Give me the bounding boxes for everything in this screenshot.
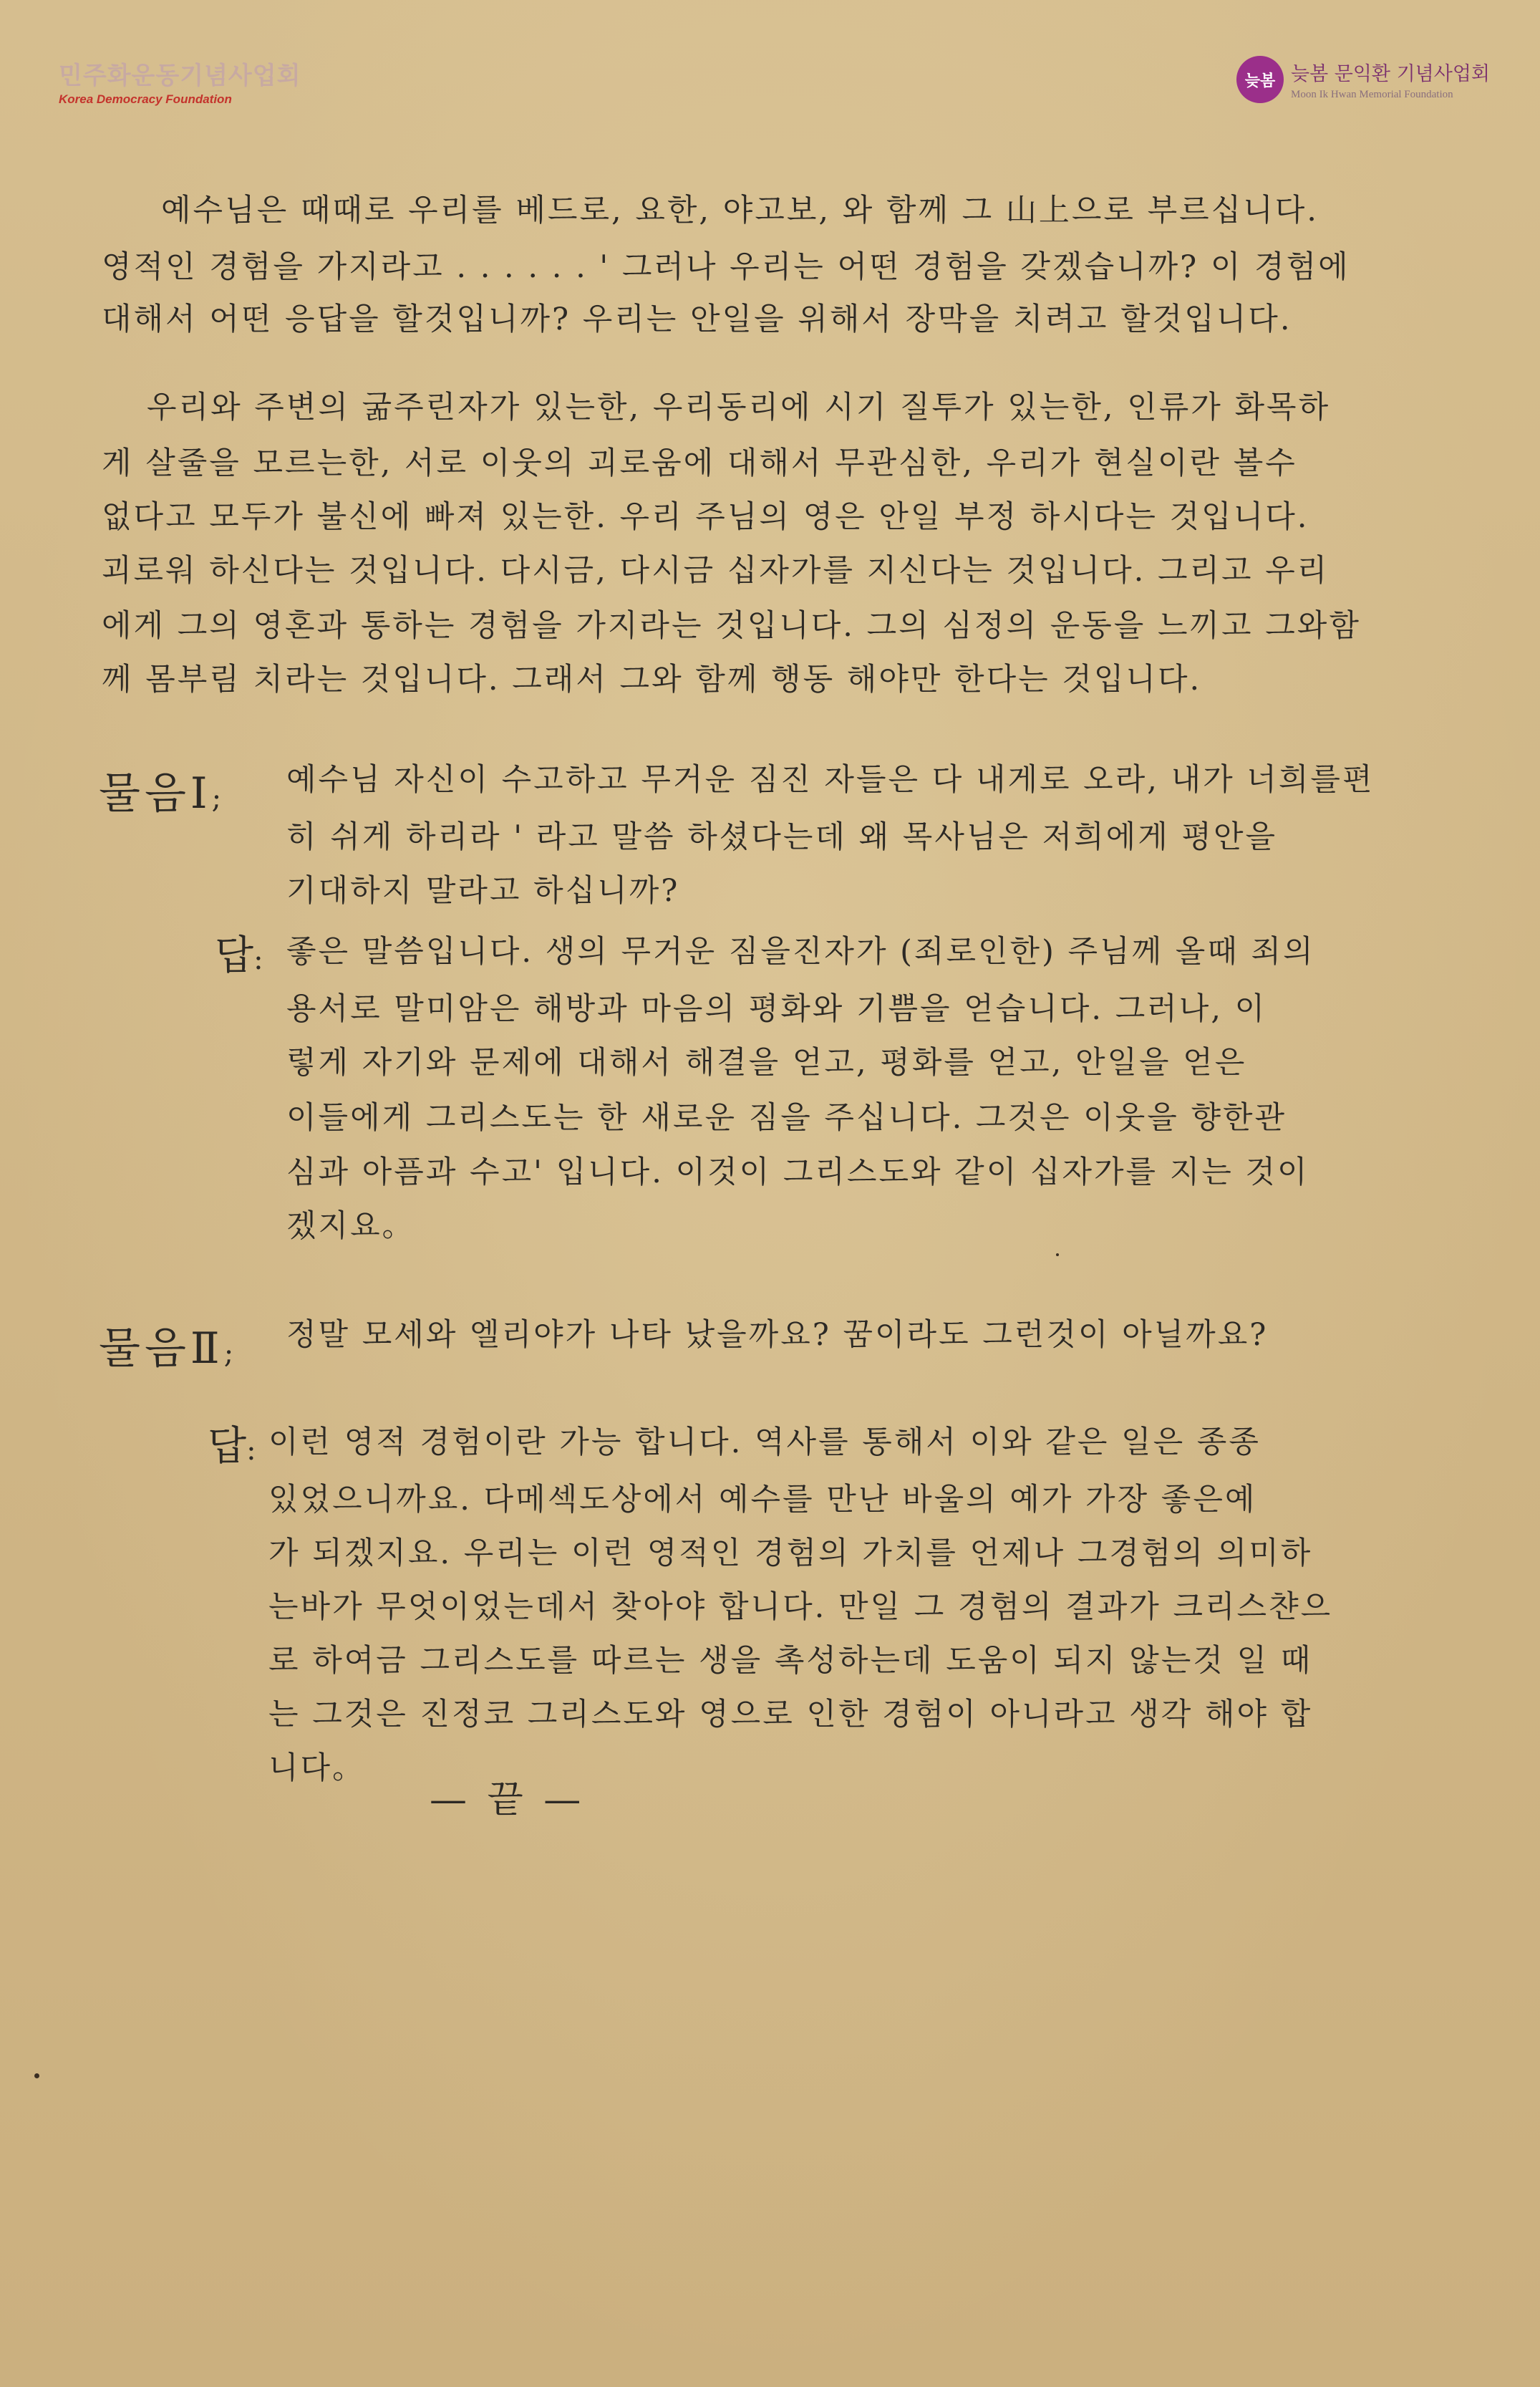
- ending-mark: — 끝 —: [430, 1778, 586, 1821]
- answer2-label: 답:: [208, 1423, 256, 1470]
- paragraph2-line: 우리와 주변의 굶주린자가 있는한, 우리동리에 시기 질투가 있는한, 인류가 화목하: [147, 390, 1331, 425]
- answer1-line: 렇게 자기와 문제에 대해서 해결을 얻고, 평화를 얻고, 안일을 얻은: [286, 1045, 1247, 1081]
- answer1-line: 심과 아픔과 수고' 입니다. 이것이 그리스도와 같이 십자가를 지는 것이: [286, 1154, 1309, 1190]
- right-logo-english: Moon Ik Hwan Memorial Foundation: [1291, 89, 1453, 100]
- answer1-line: 겠지요。: [286, 1208, 415, 1244]
- answer1-line: 좋은 말씀입니다. 생의 무거운 짐을진자가 (죄로인한) 주님께 올때 죄의: [286, 934, 1315, 970]
- answer2-line: 가 되겠지요. 우리는 이런 영적인 경험의 가치를 언제나 그경험의 의미하: [268, 1535, 1313, 1571]
- question2-line: 정말 모세와 엘리야가 나타 났을까요? 꿈이라도 그런것이 아닐까요?: [286, 1317, 1269, 1353]
- paper-speck: [1056, 1253, 1059, 1256]
- answer2-line: 는바가 무엇이었는데서 찾아야 합니다. 만일 그 경험의 결과가 크리스챤으: [268, 1589, 1333, 1625]
- korea-democracy-foundation-logo: [59, 56, 301, 107]
- question1-label: 물음Ⅰ;: [99, 768, 226, 819]
- paragraph2-line: 께 몸부림 치라는 것입니다. 그래서 그와 함께 행동 해야만 한다는 것입니다.: [102, 662, 1202, 698]
- question1-line: 기대하지 말라고 하십니까?: [286, 873, 680, 909]
- answer1-line: 용서로 말미암은 해방과 마음의 평화와 기쁨을 얻습니다. 그러나, 이: [286, 991, 1267, 1027]
- paragraph1-line: 영적인 경험을 가지라고 . . . . . . ' 그러나 우리는 어떤 경험을 갖겠습니까? 이 경험에: [102, 249, 1350, 285]
- seal-icon: 늦봄: [1236, 56, 1284, 103]
- answer2-line: 로 하여금 그리스도를 따르는 생을 촉성하는데 도움이 되지 않는것 일 때: [268, 1643, 1313, 1679]
- right-logo-korean: 늦봄 문익환 기념사업회: [1291, 63, 1490, 85]
- question1-line: 예수님 자신이 수고하고 무거운 짐진 자들은 다 내게로 오라, 내가 너희를편: [286, 762, 1375, 798]
- question1-line: 히 쉬게 하리라 ' 라고 말씀 하셨다는데 왜 목사님은 저희에게 평안을: [286, 819, 1278, 855]
- answer1-label: 답:: [215, 932, 263, 979]
- answer2-line: 있었으니까요. 다메섹도상에서 예수를 만난 바울의 예가 가장 좋은예: [268, 1482, 1257, 1518]
- paragraph1-line: 예수님은 때때로 우리를 베드로, 요한, 야고보, 와 함께 그 山上으로 부르십니다.: [161, 193, 1319, 228]
- answer2-line: 는 그것은 진정코 그리스도와 영으로 인한 경험이 아니라고 생각 해야 합: [268, 1697, 1313, 1732]
- paragraph1-line: 대해서 어떤 응답을 할것입니까? 우리는 안일을 위해서 장막을 치려고 할것입니다.: [102, 302, 1292, 337]
- answer1-line: 이들에게 그리스도는 한 새로운 짐을 주십니다. 그것은 이웃을 향한관: [286, 1100, 1287, 1136]
- paper-speck: [34, 2073, 39, 2078]
- paragraph2-line: 에게 그의 영혼과 통하는 경험을 가지라는 것입니다. 그의 심정의 운동을 느끼고 그와함: [102, 608, 1361, 644]
- paragraph2-line: 없다고 모두가 불신에 빠져 있는한. 우리 주님의 영은 안일 부정 하시다는 것입니다.: [102, 499, 1309, 535]
- paragraph2-line: 괴로워 하신다는 것입니다. 다시금, 다시금 십자가를 지신다는 것입니다. 그리고 우리: [102, 553, 1330, 589]
- paragraph2-line: 게 살줄을 모르는한, 서로 이웃의 괴로움에 대해서 무관심한, 우리가 현실이란 볼수: [102, 445, 1297, 481]
- moon-ik-hwan-foundation-logo: [1236, 56, 1490, 103]
- answer2-line: 이런 영적 경험이란 가능 합니다. 역사를 통해서 이와 같은 일은 종종: [268, 1424, 1261, 1460]
- question2-label: 물음Ⅱ;: [99, 1323, 238, 1374]
- left-logo-korean: 민주화운동기념사업회: [59, 62, 301, 90]
- answer2-line: 니다。: [268, 1750, 366, 1786]
- left-logo-english: Korea Democracy Foundation: [59, 92, 232, 106]
